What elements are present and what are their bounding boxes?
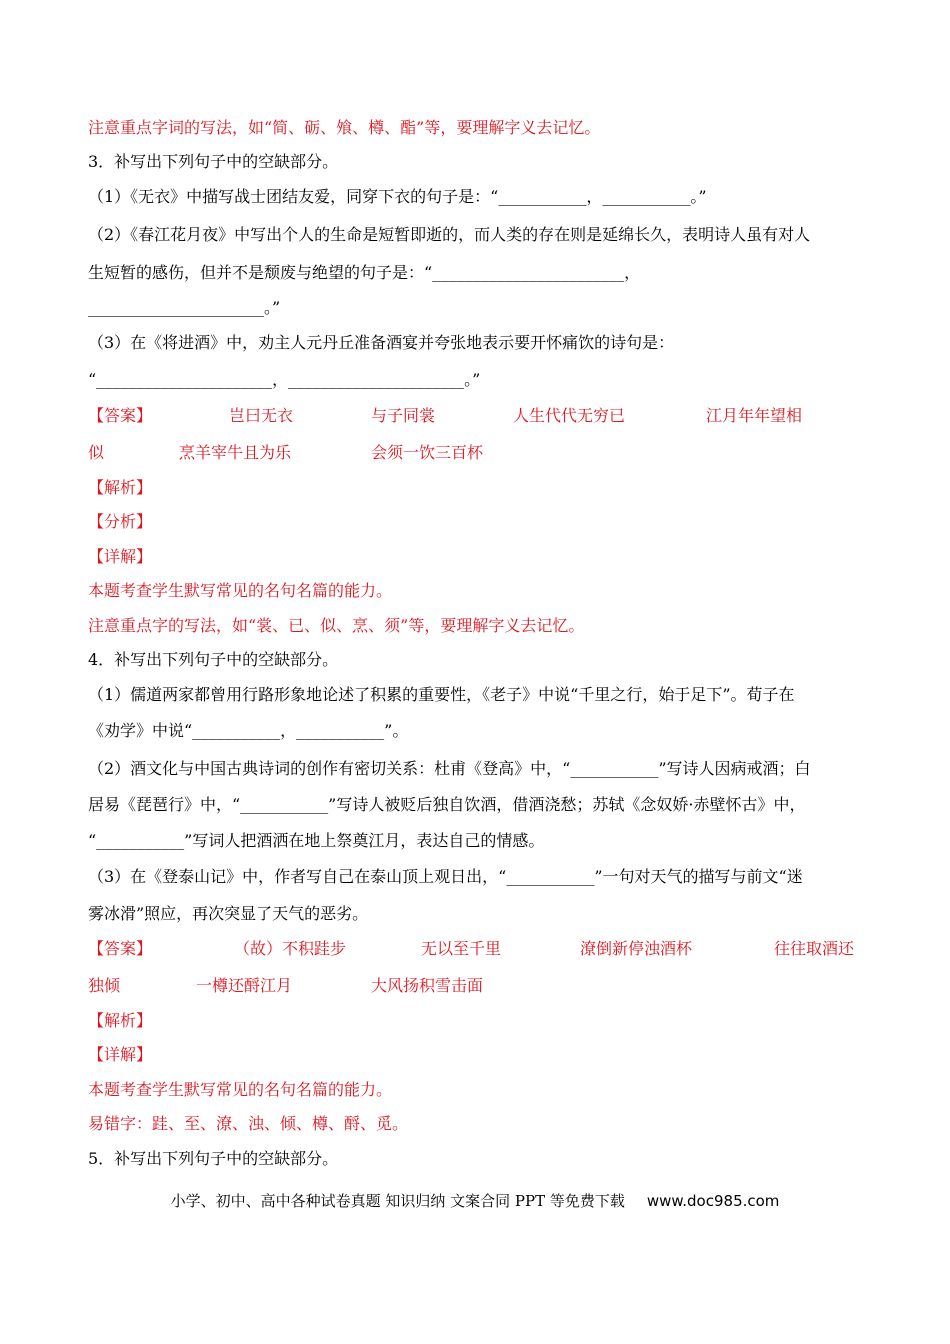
q4-item-1-line-2: 《劝学》中说“___________，___________”。 [88,721,409,740]
q4-heading: 4．补写出下列句子中的空缺部分。 [88,650,339,669]
q3-item-2-line-2: 生短暂的感伤，但并不是颓废与绝望的句子是：“________________________， [88,263,641,282]
q3-answer-row-2 [88,442,868,464]
q4-detail-note: 易错字：跬、至、潦、浊、倾、樽、酹、觅。 [88,1114,409,1133]
answer-item: 与子同裳 [371,406,436,425]
q5-heading: 5．补写出下列句子中的空缺部分。 [88,1149,339,1168]
answer-item: （故）不积跬步 [234,939,347,958]
answer-item: 烹羊宰牛且为乐 [179,443,292,462]
answer-item: 江月年年望相 [706,406,803,425]
analysis-label: 【解析】 [88,478,153,497]
q4-item-2-line-2: 居易《琵琶行》中，“___________”写诗人被贬后独自饮酒，借酒浇愁；苏轼《念奴娇·赤壁怀古》中， [88,795,806,814]
q4-answer-row-2 [88,975,868,997]
q3-item-2-line-3: ______________________。” [88,298,281,317]
answer-item: 往往取酒还 [774,939,855,958]
q3-detail-text: 本题考查学生默写常见的名句名篇的能力。 [88,581,393,600]
answer-item: 会须一饮三百杯 [371,443,484,462]
detail-label: 【详解】 [88,1045,153,1064]
detail-label: 【详解】 [88,547,153,566]
answer-label: 【答案】 [88,939,153,958]
q3-heading: 3．补写出下列句子中的空缺部分。 [88,152,339,171]
q4-item-2-line-1: （2）酒文化与中国古典诗词的创作有密切关系：杜甫《登高》中，“___________”写诗人因病戒酒；白 [88,759,811,778]
q3-detail-note: 注意重点字的写法，如“裳、已、似、烹、须”等，要理解字义去记忆。 [88,616,585,635]
footer-url[interactable]: www.doc985.com [646,1192,780,1210]
q3-item-3-line-2: “______________________，______________________。” [88,370,481,389]
answer-label: 【答案】 [88,406,153,425]
q4-item-3-line-1: （3）在《登泰山记》中，作者写自己在泰山顶上观日出，“___________”一句对天气的描写与前文“迷 [88,867,803,886]
q3-answer-row-1 [88,405,868,427]
analysis-label: 【解析】 [88,1011,153,1030]
answer-item: 大风扬积雪击面 [371,976,484,995]
q4-detail-text: 本题考查学生默写常见的名句名篇的能力。 [88,1080,393,1099]
breakdown-label: 【分析】 [88,512,153,531]
q4-item-1-line-1: （1）儒道两家都曾用行路形象地论述了积累的重要性，《老子》中说“千里之行，始于足下”。荀子在 [88,685,795,704]
q4-item-2-line-3: “___________”写词人把酒洒在地上祭奠江月，表达自己的情感。 [88,831,545,850]
answer-item: 潦倒新停浊酒杯 [580,939,693,958]
answer-item: 似 [88,443,105,462]
q3-item-2-line-1: （2）《春江花月夜》中写出个人的生命是短暂即逝的，而人类的存在则是延绵长久，表明诗人虽有对人 [88,225,811,244]
q3-item-3-line-1: （3）在《将进酒》中，劝主人元丹丘准备酒宴并夸张地表示要开怀痛饮的诗句是： [88,333,675,352]
footer-text: 小学、初中、高中各种试卷真题 知识归纳 文案合同 PPT 等免费下载 [170,1192,625,1210]
q3-item-1: （1）《无衣》中描写战士团结友爱，同穿下衣的句子是：“___________，___________。” [88,187,707,206]
q2-detail-note: 注意重点字词的写法，如“简、砺、飧、樽、酯”等，要理解字义去记忆。 [88,118,601,137]
answer-item: 一樽还酹江月 [196,976,293,995]
q4-answer-row-1 [88,938,868,960]
q4-item-3-line-2: 雾冰滑”照应，再次突显了天气的恶劣。 [88,904,369,923]
answer-item: 无以至千里 [421,939,502,958]
answer-item: 岂曰无衣 [229,406,294,425]
answer-item: 人生代代无穷已 [513,406,626,425]
page-footer [0,1190,950,1212]
answer-item: 独倾 [88,976,121,995]
